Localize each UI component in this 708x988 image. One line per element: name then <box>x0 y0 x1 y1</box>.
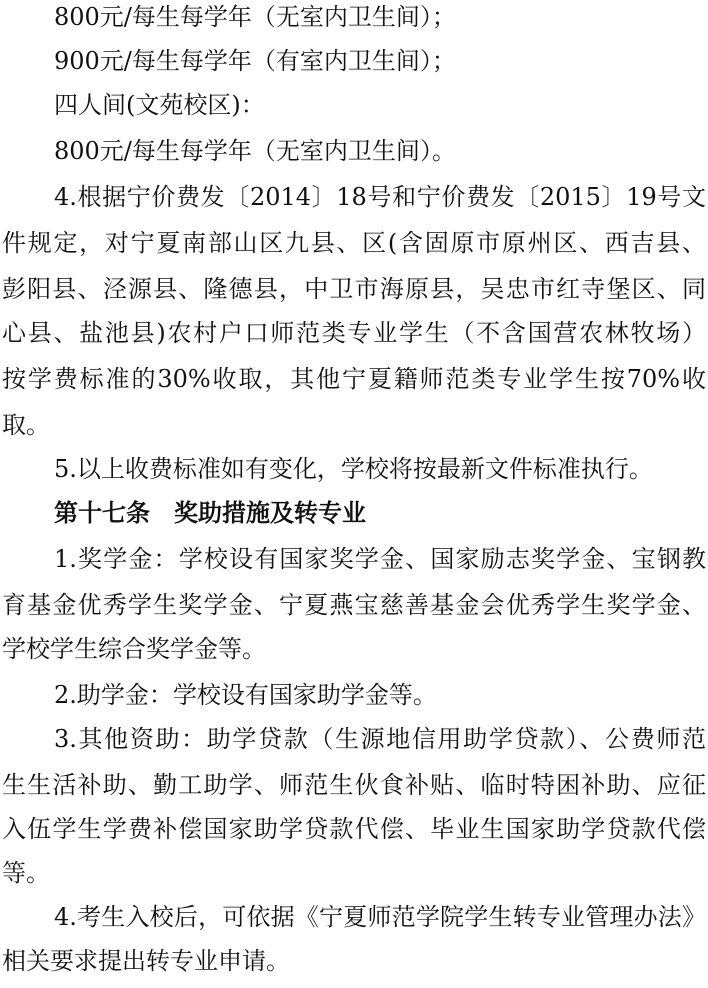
room-type-heading: 四人间(文苑校区)： <box>54 91 265 119</box>
section-heading: 第十七条 奖助措施及转专业 <box>54 498 366 527</box>
paragraph-line: 按学费标准的30%收取，其他宁夏籍师范类专业学生按70%收 <box>2 365 706 393</box>
paragraph-line: 相关要求提出转专业申请。 <box>2 947 290 975</box>
paragraph-line: 彭阳县、泾源县、隆德县，中卫市海原县，吴忠市红寺堡区、同 <box>2 275 706 303</box>
paragraph-line: 入伍学生学费补偿国家助学贷款代偿、毕业生国家助学贷款代偿 <box>2 815 706 843</box>
paragraph-line: 1.奖学金：学校设有国家奖学金、国家励志奖学金、宝钢教 <box>54 545 706 573</box>
paragraph-line: 取。 <box>2 411 50 439</box>
fee-line-2: 900元/每生每学年（有室内卫生间）； <box>54 47 456 75</box>
paragraph-line: 3.其他资助：助学贷款（生源地信用助学贷款）、公费师范 <box>54 725 706 753</box>
fee-line-1: 800元/每生每学年（无室内卫生间）； <box>54 3 456 31</box>
paragraph-line: 心县、盐池县)农村户口师范类专业学生（不含国营农林牧场） <box>2 319 706 347</box>
paragraph-line: 件规定，对宁夏南部山区九县、区(含固原市原州区、西吉县、 <box>2 229 706 257</box>
paragraph-line: 5.以上收费标准如有变化，学校将按最新文件标准执行。 <box>54 455 653 483</box>
paragraph-line: 2.助学金：学校设有国家助学金等。 <box>54 681 437 709</box>
paragraph-line: 4.根据宁价费发〔2014〕18号和宁价费发〔2015〕19号文 <box>54 183 706 211</box>
paragraph-line: 4.考生入校后，可依据《宁夏师范学院学生转专业管理办法》 <box>54 903 706 931</box>
paragraph-line: 生生活补助、勤工助学、师范生伙食补贴、临时特困补助、应征 <box>2 771 706 799</box>
paragraph-line: 等。 <box>2 859 50 887</box>
paragraph-line: 学校学生综合奖学金等。 <box>2 635 266 663</box>
paragraph-line: 育基金优秀学生奖学金、宁夏燕宝慈善基金会优秀学生奖学金、 <box>2 591 706 619</box>
fee-line-3: 800元/每生每学年（无室内卫生间）。 <box>54 137 456 165</box>
